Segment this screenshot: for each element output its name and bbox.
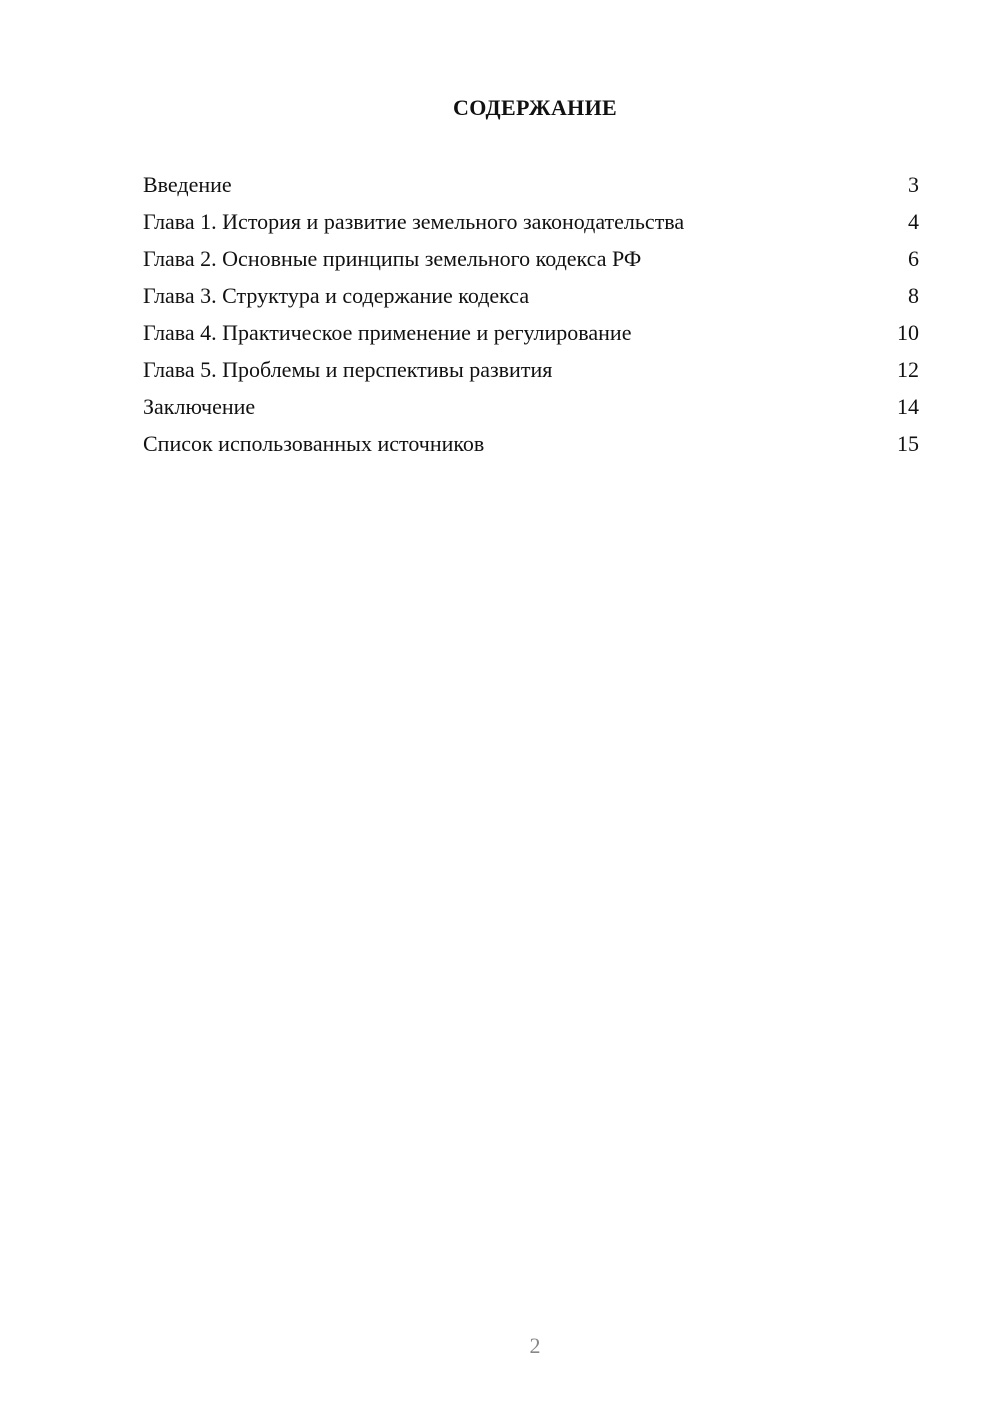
toc-entry-label: Список использованных источников: [143, 431, 485, 456]
toc-entry: [143, 394, 919, 431]
page-number: 2: [529, 1333, 541, 1358]
toc-entry: [143, 320, 919, 357]
toc-entry: [143, 246, 919, 283]
toc-entry-page: 12: [897, 357, 919, 382]
toc-entry-label: Глава 5. Проблемы и перспективы развития: [143, 357, 553, 382]
toc-entry-page: 8: [908, 283, 919, 308]
toc-entry-label: Введение: [143, 172, 232, 197]
toc-entry: [143, 209, 919, 246]
toc-entry: [143, 283, 919, 320]
toc-entry: [143, 431, 919, 468]
toc-entry-page: 15: [897, 431, 919, 456]
toc-entry-page: 6: [908, 246, 919, 271]
toc-entry-label: Заключение: [143, 394, 256, 419]
toc-entry-page: 10: [897, 320, 919, 345]
toc-entry-page: 3: [908, 172, 919, 197]
toc-entry-label: Глава 3. Структура и содержание кодекса: [143, 283, 530, 308]
toc-entry: [143, 172, 919, 209]
table-of-contents: [143, 172, 919, 468]
page-title: СОДЕРЖАНИЕ: [453, 95, 617, 120]
toc-entry: [143, 357, 919, 394]
toc-entry-page: 14: [897, 394, 919, 419]
toc-entry-label: Глава 2. Основные принципы земельного кодекса РФ: [143, 246, 642, 271]
toc-entry-label: Глава 4. Практическое применение и регулирование: [143, 320, 632, 345]
toc-entry-label: Глава 1. История и развитие земельного законодательства: [143, 209, 685, 234]
toc-entry-page: 4: [908, 209, 919, 234]
